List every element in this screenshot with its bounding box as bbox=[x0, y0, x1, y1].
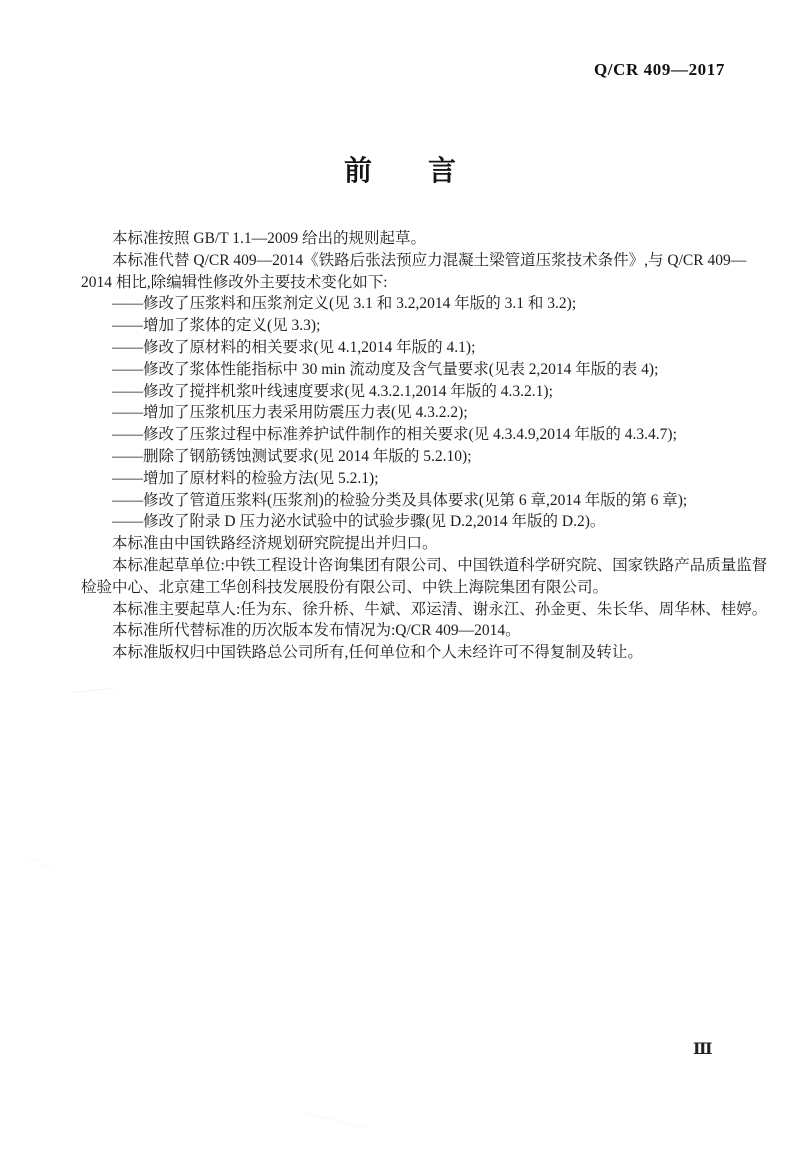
change-item-1: ——修改了压浆料和压浆剂定义(见 3.1 和 3.2,2014 年版的 3.1 和 3.2); bbox=[112, 295, 577, 313]
standard-code: Q/CR 409—2017 bbox=[593, 60, 725, 79]
paragraph-replacement-line1: 本标准代替 Q/CR 409—2014《铁路后张法预应力混凝土梁管道压浆技术条件》,与 Q/CR 409— bbox=[112, 251, 747, 269]
paragraph-replacement-line2: 2014 相比,除编辑性修改外主要技术变化如下: bbox=[81, 273, 388, 291]
scan-artifact bbox=[70, 688, 115, 694]
paragraph-drafting-orgs-line2: 检验中心、北京建工华创科技发展股份有限公司、中铁上海院集团有限公司。 bbox=[81, 578, 609, 596]
scan-artifact bbox=[301, 1112, 369, 1130]
page-number: Ⅲ bbox=[693, 1041, 713, 1058]
change-item-8: ——删除了钢筋锈蚀测试要求(见 2014 年版的 5.2.10); bbox=[112, 447, 472, 465]
paragraph-proposed-by: 本标准由中国铁路经济规划研究院提出并归口。 bbox=[112, 535, 438, 553]
scan-artifact bbox=[27, 855, 54, 870]
change-item-10: ——修改了管道压浆料(压浆剂)的检验分类及具体要求(见第 6 章,2014 年版的第 6 章); bbox=[112, 491, 688, 509]
change-item-6: ——增加了压浆机压力表采用防震压力表(见 4.3.2.2); bbox=[112, 404, 468, 422]
paragraph-previous-editions: 本标准所代替标准的历次版本发布情况为:Q/CR 409—2014。 bbox=[112, 622, 521, 640]
paragraph-copyright: 本标准版权归中国铁路总公司所有,任何单位和个人未经许可不得复制及转让。 bbox=[112, 644, 643, 662]
page-title: 前 言 bbox=[343, 155, 456, 186]
change-item-2: ——增加了浆体的定义(见 3.3); bbox=[112, 317, 321, 335]
change-item-5: ——修改了搅拌机浆叶线速度要求(见 4.3.2.1,2014 年版的 4.3.2.1); bbox=[112, 382, 553, 400]
paragraph-drafting-orgs-line1: 本标准起草单位:中铁工程设计咨询集团有限公司、中国铁道科学研究院、国家铁路产品质量监督 bbox=[112, 556, 768, 574]
paragraph-drafting-basis: 本标准按照 GB/T 1.1—2009 给出的规则起草。 bbox=[112, 230, 427, 247]
change-item-11: ——修改了附录 D 压力泌水试验中的试验步骤(见 D.2,2014 年版的 D.2)。 bbox=[112, 513, 606, 531]
change-item-3: ——修改了原材料的相关要求(见 4.1,2014 年版的 4.1); bbox=[112, 338, 476, 356]
change-item-9: ——增加了原材料的检验方法(见 5.2.1); bbox=[112, 469, 379, 487]
foreword-body bbox=[81, 228, 768, 664]
change-item-4: ——修改了浆体性能指标中 30 min 流动度及含气量要求(见表 2,2014 年版的表 4); bbox=[112, 360, 659, 378]
change-item-7: ——修改了压浆过程中标准养护试件制作的相关要求(见 4.3.4.9,2014 年版的 4.3.4.7); bbox=[112, 426, 677, 444]
paragraph-drafters: 本标准主要起草人:任为东、徐升桥、牛斌、邓运清、谢永江、孙金更、朱长华、周华林、桂婷。 bbox=[112, 600, 768, 618]
